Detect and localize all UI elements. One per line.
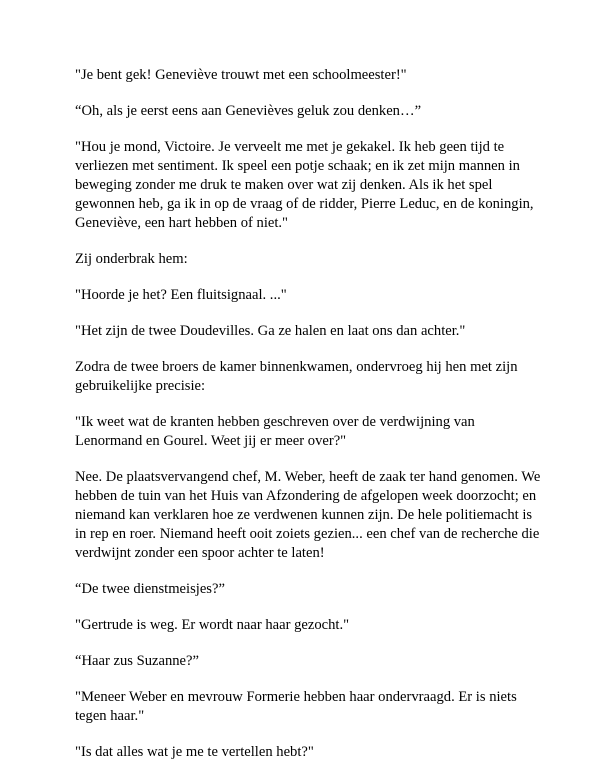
- paragraph: "Het zijn de twee Doudevilles. Ga ze halen en laat ons dan achter.": [75, 323, 466, 339]
- document-page: [75, 66, 545, 779]
- paragraph: Zij onderbrak hem:: [75, 251, 188, 267]
- paragraph: "Hou je mond, Victoire. Je verveelt me met je gekakel. Ik heb geen tijd te verliezen met sentiment. Ik speel een potje schaak; en ik zet mijn mannen in beweging zonder me druk te maken over wat zij denken. Als ik het spel gewonnen heb, ga ik in op de vraag of de ridder, Pierre Leduc, en de koningin, Geneviève, een hart hebben of niet.": [75, 139, 534, 231]
- paragraph: "Is dat alles wat je me te vertellen hebt?": [75, 744, 314, 760]
- paragraph: “Oh, als je eerst eens aan Genevièves geluk zou denken…”: [75, 103, 422, 119]
- paragraph: "Gertrude is weg. Er wordt naar haar gezocht.": [75, 617, 350, 633]
- paragraph: Zodra de twee broers de kamer binnenkwamen, ondervroeg hij hen met zijn gebruikelijke precisie:: [75, 359, 518, 394]
- paragraph: "Ik weet wat de kranten hebben geschreven over de verdwijning van Lenormand en Gourel. Weet jij er meer over?": [75, 414, 475, 449]
- paragraph: “De twee dienstmeisjes?”: [75, 581, 225, 597]
- paragraph: Nee. De plaatsvervangend chef, M. Weber, heeft de zaak ter hand genomen. We hebben de tuin van het Huis van Afzondering de afgelopen week doorzocht; en niemand kan verklaren hoe ze verdwenen kunnen zijn. De hele politiemacht is in rep en roer. Niemand heeft ooit zoiets gezien... een chef van de recherche die verdwijnt zonder een spoor achter te laten!: [75, 469, 541, 561]
- paragraph: “Haar zus Suzanne?”: [75, 653, 199, 669]
- paragraph: "Meneer Weber en mevrouw Formerie hebben haar ondervraagd. Er is niets tegen haar.": [75, 689, 517, 724]
- paragraph: "Je bent gek! Geneviève trouwt met een schoolmeester!": [75, 67, 407, 83]
- paragraph: "Hoorde je het? Een fluitsignaal. ...": [75, 287, 287, 303]
